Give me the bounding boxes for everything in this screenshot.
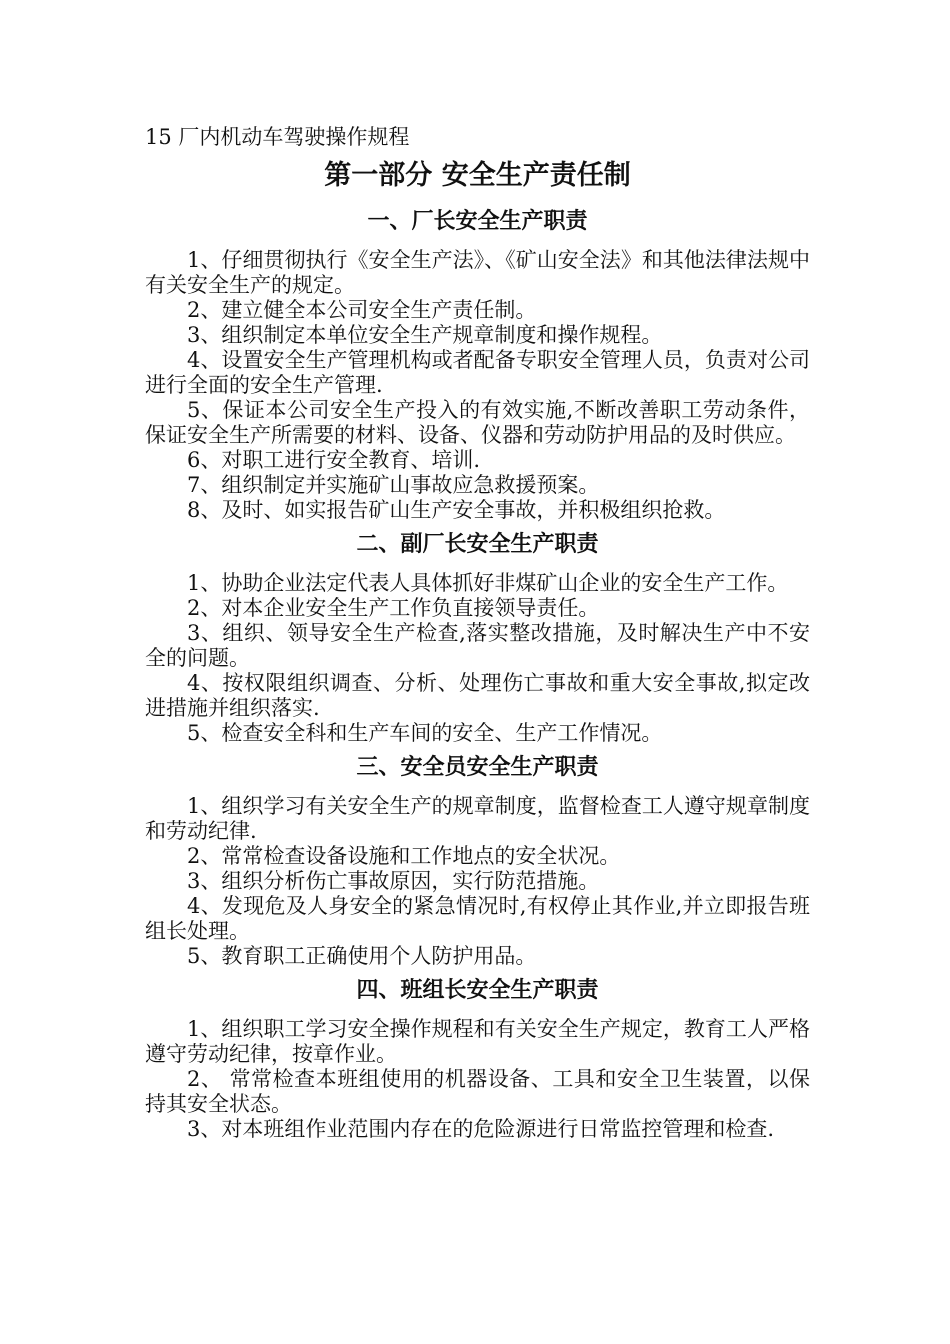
list-item: 4、发现危及人身安全的紧急情况时,有权停止其作业,并立即报告班组长处理。 <box>145 894 810 943</box>
list-item: 6、对职工进行安全教育、培训. <box>187 448 481 472</box>
list-item: 3、组织分析伤亡事故原因，实行防范措施。 <box>187 869 600 893</box>
section <box>145 975 810 1142</box>
list-item: 5、教育职工正确使用个人防护用品。 <box>187 944 537 968</box>
list-item: 5、保证本公司安全生产投入的有效实施,不断改善职工劳动条件，保证安全生产所需要的材料、设备、仪器和劳动防护用品的及时供应。 <box>145 398 810 447</box>
list-item: 1、组织职工学习安全操作规程和有关安全生产规定，教育工人严格遵守劳动纪律，按章作业。 <box>145 1017 810 1066</box>
section <box>145 752 810 969</box>
section-title: 四、班组长安全生产职责 <box>356 978 599 1003</box>
list-item: 8、及时、如实报告矿山生产安全事故，并积极组织抢救。 <box>187 498 726 522</box>
list-item: 3、组织、领导安全生产检查,落实整改措施，及时解决生产中不安全的问题。 <box>145 621 810 670</box>
list-item: 2、建立健全本公司安全生产责任制。 <box>187 298 537 322</box>
list-item: 4、设置安全生产管理机构或者配备专职安全管理人员，负责对公司进行全面的安全生产管理. <box>145 348 810 397</box>
list-item: 3、对本班组作业范围内存在的危险源进行日常监控管理和检查. <box>187 1117 775 1141</box>
document-body <box>145 122 810 1142</box>
list-item: 1、协助企业法定代表人具体抓好非煤矿山企业的安全生产工作。 <box>187 571 789 595</box>
section <box>145 206 810 523</box>
list-item: 7、组织制定并实施矿山事故应急救援预案。 <box>187 473 600 497</box>
section-title: 三、安全员安全生产职责 <box>356 755 599 780</box>
part-title: 第一部分 安全生产责任制 <box>324 160 631 191</box>
list-item: 4、按权限组织调查、分析、处理伤亡事故和重大安全事故,拟定改进措施并组织落实. <box>145 671 810 720</box>
list-item: 2、常常检查设备设施和工作地点的安全状况。 <box>187 844 621 868</box>
list-item: 3、组织制定本单位安全生产规章制度和操作规程。 <box>187 323 663 347</box>
list-item: 2、 常常检查本班组使用的机器设备、工具和安全卫生装置，以保持其安全状态。 <box>145 1067 810 1116</box>
list-item: 2、对本企业安全生产工作负直接领导责任。 <box>187 596 600 620</box>
top-line: 15 厂内机动车驾驶操作规程 <box>145 125 410 149</box>
list-item: 5、检查安全科和生产车间的安全、生产工作情况。 <box>187 721 663 745</box>
section-title: 一、厂长安全生产职责 <box>367 209 588 234</box>
list-item: 1、仔细贯彻执行《安全生产法》、《矿山安全法》和其他法律法规中有关安全生产的规定。 <box>145 248 810 297</box>
section-title: 二、副厂长安全生产职责 <box>356 532 599 557</box>
section <box>145 529 810 746</box>
sections-container <box>145 206 810 1142</box>
list-item: 1、组织学习有关安全生产的规章制度，监督检查工人遵守规章制度和劳动纪律. <box>145 794 810 843</box>
